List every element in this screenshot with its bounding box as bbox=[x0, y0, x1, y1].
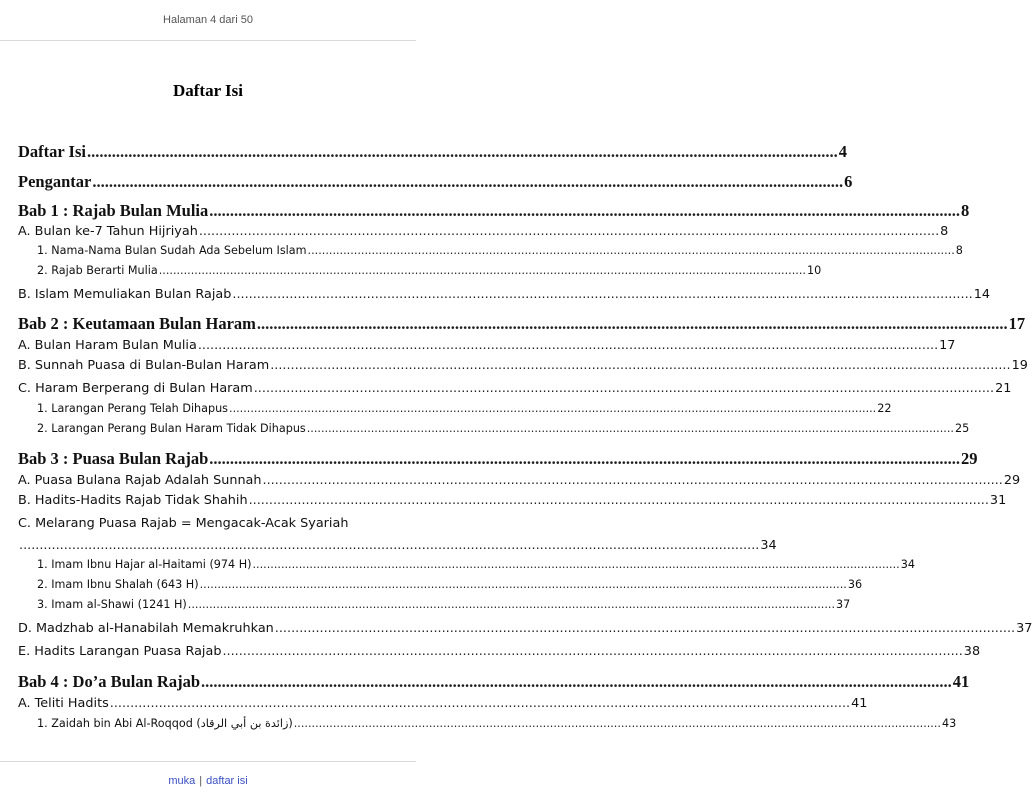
toc-dot-leader bbox=[159, 264, 806, 277]
home-link[interactable]: muka bbox=[168, 775, 196, 787]
toc-page-number: 29 bbox=[961, 449, 978, 468]
toc-page-number: 25 bbox=[954, 422, 970, 435]
toc-entry[interactable] bbox=[0, 717, 957, 730]
page-title: Daftar Isi bbox=[172, 81, 244, 100]
toc-entry-title: Bab 2 : Keutamaan Bulan Haram bbox=[18, 314, 256, 333]
footer-separator: | bbox=[199, 775, 203, 787]
toc-page-number: 4 bbox=[838, 142, 847, 161]
toc-entry-title: 1. Zaidah bin Abi Al-Roqqod (زائدة بن أبي الرقاد) bbox=[37, 717, 293, 730]
toc-entry[interactable] bbox=[0, 621, 1032, 636]
toc-entry-title: 3. Imam al-Shawi (1241 H) bbox=[37, 598, 187, 611]
toc-dot-leader bbox=[263, 473, 1003, 488]
toc-entry-title: C. Melarang Puasa Rajab = Mengacak-Acak Syariah bbox=[18, 516, 349, 531]
toc-entry[interactable] bbox=[0, 644, 981, 659]
toc-entry-title: A. Bulan ke-7 Tahun Hijriyah bbox=[18, 224, 198, 239]
toc-page-number: 6 bbox=[844, 172, 853, 191]
toc-entry-title: B. Hadits-Hadits Rajab Tidak Shahih bbox=[18, 493, 248, 508]
toc-dot-leader bbox=[200, 578, 847, 591]
toc-dot-leader bbox=[209, 201, 960, 221]
toc-dot-leader bbox=[232, 287, 972, 302]
toc-page-number: 36 bbox=[847, 578, 863, 591]
toc-entry-title: A. Puasa Bulana Rajab Adalah Sunnah bbox=[18, 473, 262, 488]
toc-entry[interactable] bbox=[0, 224, 949, 239]
toc-entry[interactable] bbox=[0, 672, 970, 692]
toc-entry[interactable] bbox=[0, 558, 915, 571]
toc-page-number: 34 bbox=[900, 558, 915, 571]
toc-page-number: 43 bbox=[941, 717, 957, 730]
toc-link[interactable]: daftar isi bbox=[206, 775, 248, 787]
toc-entry-title: A. Bulan Haram Bulan Mulia bbox=[18, 338, 197, 353]
toc-entry-title: 1. Imam Ibnu Hajar al-Haitami (974 H) bbox=[37, 558, 252, 571]
toc-dot-leader bbox=[201, 672, 952, 692]
toc-dot-leader bbox=[254, 381, 994, 396]
toc-entry[interactable] bbox=[0, 402, 892, 415]
toc-entry-title: Pengantar bbox=[18, 172, 92, 191]
toc-entry-title: Daftar Isi bbox=[18, 142, 86, 161]
toc-page-number: 17 bbox=[939, 338, 956, 353]
toc-entry[interactable] bbox=[0, 538, 777, 553]
toc-entry-title: E. Hadits Larangan Puasa Rajab bbox=[18, 644, 222, 659]
toc-entry[interactable] bbox=[0, 244, 963, 257]
toc-dot-leader bbox=[294, 717, 941, 730]
toc-page-number: 8 bbox=[961, 201, 970, 220]
toc-entry-title: B. Sunnah Puasa di Bulan-Bulan Haram bbox=[18, 358, 270, 373]
page-number-label: Halaman 4 dari 50 bbox=[163, 14, 253, 26]
toc-entry-title: 1. Nama-Nama Bulan Sudah Ada Sebelum Islam bbox=[37, 244, 307, 257]
toc-page-number: 37 bbox=[836, 598, 851, 611]
toc-page-number: 31 bbox=[989, 493, 1007, 508]
toc-page-number: 17 bbox=[1008, 314, 1026, 333]
toc-page-number: 29 bbox=[1003, 473, 1021, 488]
toc-entry[interactable] bbox=[0, 201, 970, 221]
toc-dot-leader bbox=[188, 598, 835, 611]
toc-entry[interactable] bbox=[0, 287, 991, 302]
page-footer bbox=[0, 761, 416, 800]
toc-dot-leader bbox=[209, 449, 960, 469]
toc-dot-leader bbox=[222, 644, 962, 659]
toc-entry[interactable] bbox=[0, 314, 1026, 334]
toc-entry[interactable] bbox=[0, 473, 1021, 488]
toc-entry-title: Bab 4 : Do’a Bulan Rajab bbox=[18, 672, 200, 691]
toc-entry-title: B. Islam Memuliakan Bulan Rajab bbox=[18, 287, 232, 302]
toc-page-number: 38 bbox=[963, 644, 981, 659]
toc-page-number: 19 bbox=[1011, 358, 1028, 373]
toc-page-number: 22 bbox=[877, 402, 892, 415]
toc-page-number: 41 bbox=[851, 696, 868, 711]
toc-entry[interactable] bbox=[0, 338, 956, 353]
toc-page-number: 8 bbox=[940, 224, 949, 239]
toc-entry-title: 2. Rajab Berarti Mulia bbox=[37, 264, 158, 277]
toc-page-number: 8 bbox=[955, 244, 963, 257]
toc-entry[interactable] bbox=[0, 578, 863, 591]
toc-dot-leader bbox=[19, 538, 759, 553]
toc-page-number: 41 bbox=[952, 672, 970, 691]
toc-dot-leader bbox=[229, 402, 876, 415]
toc-entry[interactable] bbox=[0, 696, 868, 711]
toc-entry[interactable] bbox=[0, 516, 454, 531]
toc-page-number: 37 bbox=[1016, 621, 1032, 636]
toc-entry-title: 2. Larangan Perang Bulan Haram Tidak Dihapus bbox=[37, 422, 306, 435]
toc-entry-title: A. Teliti Hadits bbox=[18, 696, 109, 711]
toc-dot-leader bbox=[249, 493, 989, 508]
toc-entry[interactable] bbox=[0, 449, 978, 469]
toc-entry[interactable] bbox=[0, 142, 847, 162]
toc-entry-title: Bab 1 : Rajab Bulan Mulia bbox=[18, 201, 209, 220]
toc-entry-title: Bab 3 : Puasa Bulan Rajab bbox=[18, 449, 209, 468]
toc-page-number: 14 bbox=[973, 287, 991, 302]
toc-entry[interactable] bbox=[0, 172, 853, 192]
toc-entry-title: 1. Larangan Perang Telah Dihapus bbox=[37, 402, 229, 415]
toc-dot-leader bbox=[87, 142, 838, 162]
toc-page-number: 10 bbox=[806, 264, 822, 277]
toc-dot-leader bbox=[92, 172, 843, 192]
toc-dot-leader bbox=[307, 422, 954, 435]
toc-entry-title: D. Madzhab al-Hanabilah Memakruhkan bbox=[18, 621, 274, 636]
toc-dot-leader bbox=[198, 338, 938, 353]
toc-dot-leader bbox=[275, 621, 1015, 636]
toc-entry[interactable] bbox=[0, 264, 822, 277]
toc-dot-leader bbox=[257, 314, 1008, 334]
toc-dot-leader bbox=[253, 558, 900, 571]
toc-entry-title: C. Haram Berperang di Bulan Haram bbox=[18, 381, 253, 396]
toc-dot-leader bbox=[199, 224, 939, 239]
toc-entry-title: 2. Imam Ibnu Shalah (643 H) bbox=[37, 578, 199, 591]
toc-dot-leader bbox=[308, 244, 955, 257]
toc-dot-leader bbox=[270, 358, 1010, 373]
page-header bbox=[0, 0, 416, 41]
toc-entry[interactable] bbox=[0, 422, 970, 435]
toc-entry[interactable] bbox=[0, 381, 1012, 396]
toc-entry[interactable] bbox=[0, 598, 851, 611]
toc-page-number: 21 bbox=[995, 381, 1012, 396]
toc-dot-leader bbox=[110, 696, 850, 711]
toc-entry[interactable] bbox=[0, 493, 1007, 508]
toc-page-number: 34 bbox=[760, 538, 777, 553]
toc-entry[interactable] bbox=[0, 358, 1028, 373]
